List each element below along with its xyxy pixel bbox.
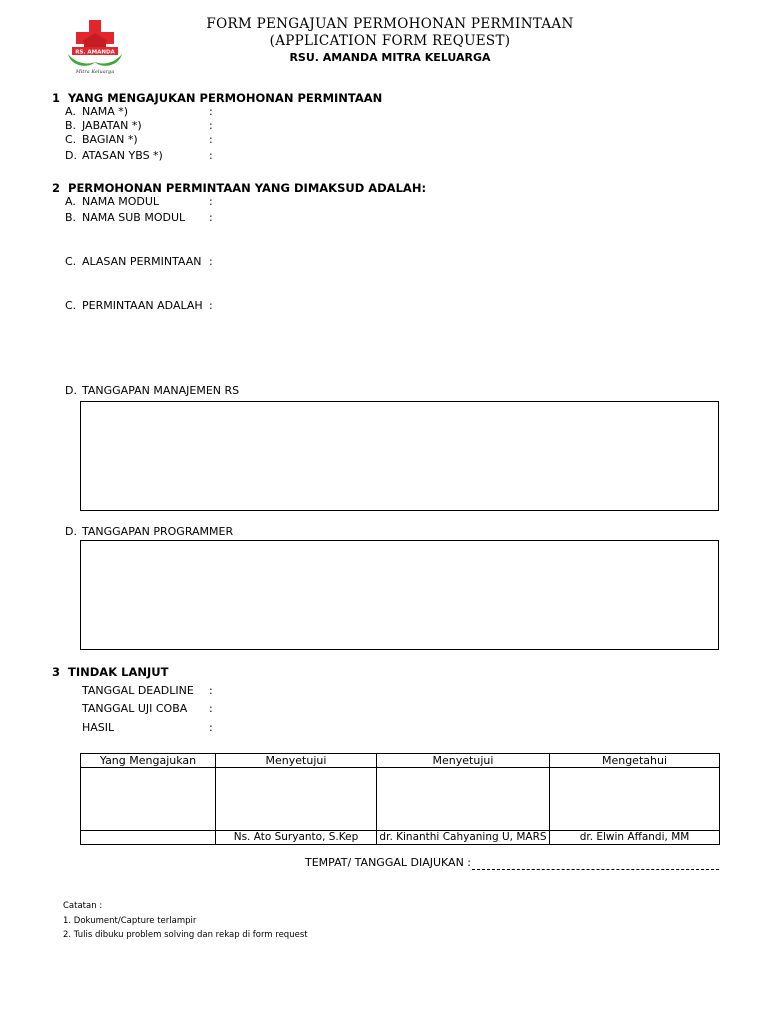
tempat-tanggal-label: TEMPAT/ TANGGAL DIAJUKAN :: [305, 856, 472, 869]
signature-space[interactable]: [81, 768, 216, 831]
field-colon: :: [209, 149, 213, 162]
field-colon: :: [209, 721, 213, 734]
field-colon: :: [209, 105, 213, 118]
signature-table: [80, 753, 720, 845]
field-colon: :: [209, 299, 213, 312]
field-tanggal-deadline: TANGGAL DEADLINE: [82, 684, 194, 697]
field-alasan-permintaan: [65, 255, 202, 269]
field-letter: A.: [65, 105, 76, 118]
field-label: PERMINTAAN ADALAH: [82, 299, 203, 312]
section-number: 3: [52, 665, 61, 679]
hospital-logo: [64, 18, 126, 76]
field-nama-sub-modul: [65, 211, 185, 225]
field-colon: :: [209, 211, 213, 224]
form-title: FORM PENGAJUAN PERMOHONAN PERMINTAAN: [206, 16, 574, 32]
field-nama: [65, 105, 128, 119]
field-letter: B.: [65, 119, 77, 132]
field-label: BAGIAN *): [82, 133, 138, 146]
section-title: PERMOHONAN PERMINTAAN YANG DIMAKSUD ADALAH:: [68, 181, 427, 195]
field-label: TANGGAPAN MANAJEMEN RS: [82, 384, 240, 397]
signature-header: Menyetujui: [216, 754, 377, 768]
field-label: JABATAN *): [82, 119, 142, 132]
section-number: 1: [52, 91, 61, 105]
field-permintaan-adalah: [65, 299, 203, 313]
field-colon: :: [209, 195, 213, 208]
note-item: 1. Dokument/Capture terlampir: [63, 915, 197, 926]
tanggapan-manajemen-box[interactable]: [80, 401, 719, 511]
section-1-heading: [52, 91, 382, 105]
field-colon: :: [209, 119, 213, 132]
signature-name-row: [81, 831, 720, 845]
field-colon: :: [209, 684, 213, 697]
tanggapan-programmer-box[interactable]: [80, 540, 719, 650]
section-number: 2: [52, 181, 61, 195]
field-letter: C.: [65, 299, 77, 312]
field-atasan: [65, 149, 163, 163]
field-hasil: HASIL: [82, 721, 115, 734]
field-letter: C.: [65, 255, 77, 268]
field-label: ALASAN PERMINTAAN: [82, 255, 202, 268]
field-letter: D.: [65, 149, 77, 162]
field-letter: B.: [65, 211, 77, 224]
field-colon: :: [209, 702, 213, 715]
note-item: 2. Tulis dibuku problem solving dan rekap di form request: [63, 930, 308, 940]
logo-text: RS. AMANDA: [75, 49, 115, 56]
section-2-heading: [52, 181, 426, 195]
notes-title: Catatan :: [63, 901, 103, 911]
signature-space[interactable]: [377, 768, 550, 831]
signer-name: dr. Elwin Affandi, MM: [550, 831, 720, 845]
signature-header-row: [81, 754, 720, 768]
field-letter: A.: [65, 195, 76, 208]
field-label: NAMA MODUL: [82, 195, 160, 208]
form-subtitle: (APPLICATION FORM REQUEST): [269, 33, 511, 49]
signer-name: dr. Kinanthi Cahyaning U, MARS: [377, 831, 550, 845]
field-jabatan: [65, 119, 142, 133]
label-tanggapan-manajemen: [65, 384, 239, 398]
signature-space[interactable]: [550, 768, 720, 831]
field-letter: C.: [65, 133, 77, 146]
field-nama-modul: [65, 195, 159, 209]
signature-header: Menyetujui: [377, 754, 550, 768]
hospital-name: RSU. AMANDA MITRA KELUARGA: [289, 51, 491, 64]
field-letter: D.: [65, 384, 77, 397]
section-title: TINDAK LANJUT: [68, 665, 169, 679]
field-letter: D.: [65, 525, 77, 538]
field-colon: :: [209, 255, 213, 268]
signature-space-row: [81, 768, 720, 831]
notes: [63, 899, 308, 943]
signature-space[interactable]: [216, 768, 377, 831]
signature-header: Yang Mengajukan: [81, 754, 216, 768]
field-label: ATASAN YBS *): [82, 149, 163, 162]
signer-name: Ns. Ato Suryanto, S.Kep: [216, 831, 377, 845]
section-3-heading: [52, 665, 168, 679]
field-label: TANGGAPAN PROGRAMMER: [82, 525, 234, 538]
field-bagian: [65, 133, 138, 147]
tempat-tanggal-line[interactable]: [472, 869, 719, 870]
logo-tagline: Mitra Keluarga: [75, 69, 115, 75]
field-tanggal-uji-coba: TANGGAL UJI COBA: [82, 702, 188, 715]
label-tanggapan-programmer: [65, 525, 233, 539]
field-label: NAMA SUB MODUL: [82, 211, 186, 224]
signature-header: Mengetahui: [550, 754, 720, 768]
field-colon: :: [209, 133, 213, 146]
signer-name: [81, 831, 216, 845]
section-title: YANG MENGAJUKAN PERMOHONAN PERMINTAAN: [68, 91, 383, 105]
field-label: NAMA *): [82, 105, 129, 118]
